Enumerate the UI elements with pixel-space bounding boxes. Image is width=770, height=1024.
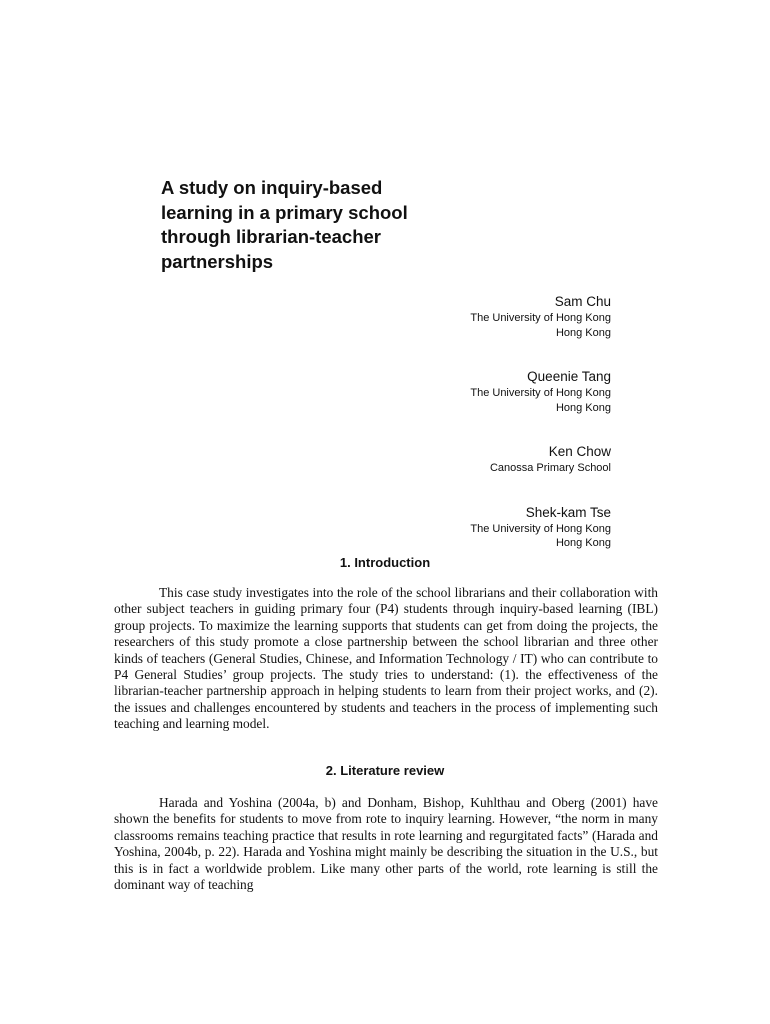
paragraph-literature-review: Harada and Yoshina (2004a, b) and Donham, Bishop, Kuhlthau and Oberg (2001) have shown the benefits for students to move from rote to inquiry learning. However, “the norm in many classrooms remains teaching practice that results in rote learning and regurgitated facts” (Harada and Yoshina, 2004b, p. 22). Harada and Yoshina might mainly be describing the situation in the U.S., but this is in fact a worldwide problem. Like many other parts of the world, rote learning is still the dominant way of teaching	[114, 795, 658, 893]
author-name: Ken Chow	[548, 444, 611, 459]
paper-title: A study on inquiry-based learning in a primary school through librarian-teacher partnerships	[161, 177, 408, 272]
author-list	[311, 292, 611, 578]
author-affiliation: The University of Hong Kong Hong Kong	[470, 312, 611, 339]
author-block	[311, 442, 611, 476]
section-heading-literature-review: 2. Literature review	[325, 763, 445, 778]
author-block	[311, 503, 611, 551]
section-heading-introduction: 1. Introduction	[339, 555, 431, 570]
author-affiliation: The University of Hong Kong Hong Kong	[470, 387, 611, 414]
author-affiliation: Canossa Primary School	[489, 462, 611, 474]
author-block	[311, 292, 611, 340]
author-name: Sam Chu	[554, 294, 611, 309]
author-affiliation: The University of Hong Kong Hong Kong	[470, 522, 611, 549]
author-name: Queenie Tang	[527, 369, 611, 384]
paragraph-introduction: This case study investigates into the role of the school librarians and their collaboration with other subject teachers in guiding primary four (P4) students through inquiry-based learning (IBL) group projects. To maximize the learning supports that students can get from doing the projects, the researchers of this study promote a close partnership between the school librarian and three other kinds of teachers (General Studies, Chinese, and Information Technology / IT) who can contribute to P4 General Studies’ group projects. The study tries to understand: (1). the effectiveness of the librarian-teacher partnership approach in helping students to learn from their project works, and (2). the issues and challenges encountered by students and teachers in the process of implementing such teaching and learning model.	[114, 585, 658, 732]
author-name: Shek-kam Tse	[525, 504, 611, 520]
author-block	[311, 367, 611, 415]
